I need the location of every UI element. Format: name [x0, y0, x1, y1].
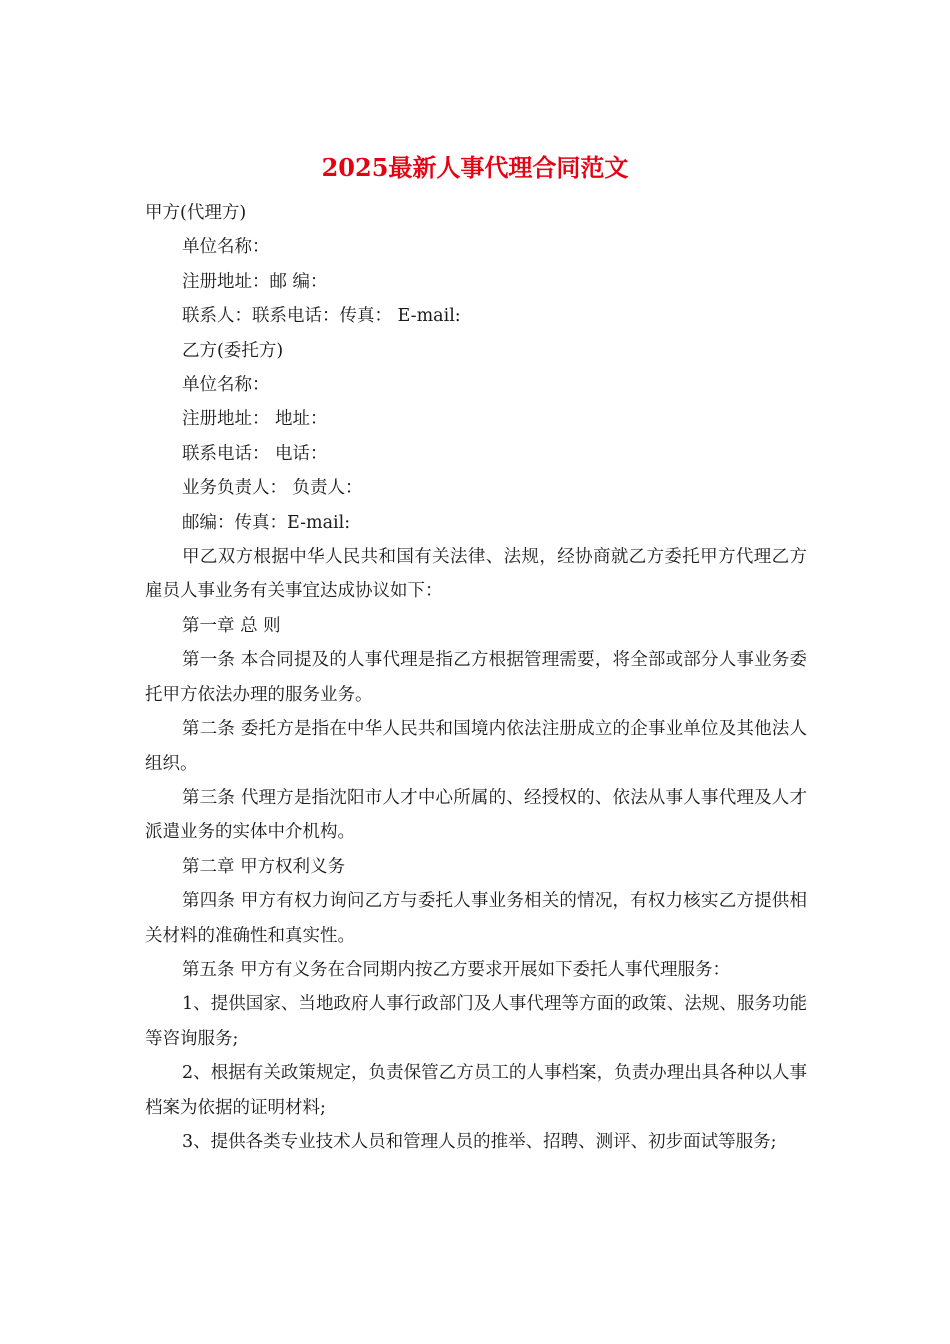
paragraph: 第二章 甲方权利义务	[182, 856, 346, 877]
paragraph: 甲乙双方根据中华人民共和国有关法律、法规，经协商就乙方委托甲方代理乙方雇员人事业务有关事宜达成协议如下：	[145, 547, 807, 602]
paragraph: 注册地址： 地址：	[182, 409, 328, 430]
paragraph: 第一章 总 则	[182, 615, 281, 636]
paragraph: 3、提供各类专业技术人员和管理人员的推举、招聘、测评、初步面试等服务;	[182, 1131, 777, 1152]
paragraph: 2、根据有关政策规定，负责保管乙方员工的人事档案，负责办理出具各种以人事档案为依据的证明材料;	[145, 1063, 807, 1118]
paragraph: 第五条 甲方有义务在合同期内按乙方要求开展如下委托人事代理服务：	[182, 959, 731, 980]
paragraph: 1、提供国家、当地政府人事行政部门及人事代理等方面的政策、法规、服务功能等咨询服务;	[145, 994, 807, 1049]
document-body	[145, 196, 807, 1159]
paragraph: 第三条 代理方是指沈阳市人才中心所属的、经授权的、依法从事人事代理及人才派遣业务的实体中介机构。	[145, 787, 807, 843]
paragraph: 邮编：传真：E-mail:	[182, 512, 351, 533]
paragraph: 第一条 本合同提及的人事代理是指乙方根据管理需要，将全部或部分人事业务委托甲方依法办理的服务业务。	[145, 650, 807, 705]
paragraph: 联系电话： 电话：	[182, 443, 328, 464]
paragraph: 第二条 委托方是指在中华人民共和国境内依法注册成立的企事业单位及其他法人组织。	[145, 719, 807, 774]
paragraph: 业务负责人： 负责人：	[182, 478, 363, 499]
paragraph: 单位名称：	[182, 375, 270, 396]
paragraph: 第四条 甲方有权力询问乙方与委托人事业务相关的情况，有权力核实乙方提供相关材料的准确性和真实性。	[145, 891, 807, 946]
paragraph: 乙方(委托方)	[182, 340, 284, 361]
paragraph: 联系人：联系电话：传真： E-mail:	[182, 306, 461, 327]
paragraph: 注册地址：邮 编：	[182, 271, 328, 292]
document-title: 2025最新人事代理合同范文	[321, 153, 629, 182]
paragraph: 单位名称：	[182, 237, 270, 258]
paragraph: 甲方(代理方)	[145, 203, 247, 223]
